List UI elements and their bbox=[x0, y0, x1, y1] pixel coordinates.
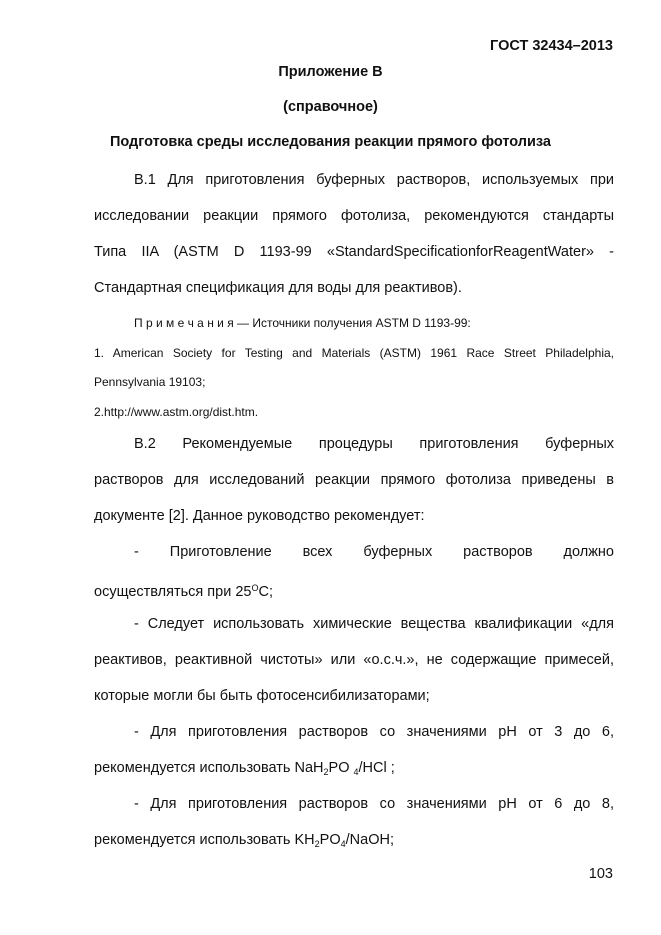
subscript: 4 bbox=[340, 839, 346, 849]
paragraph-line bbox=[94, 570, 614, 610]
subscript: 2 bbox=[323, 767, 329, 777]
paragraph-line: Стандартная спецификация для воды для реактивов). bbox=[94, 280, 462, 296]
text-run: PO bbox=[319, 832, 341, 848]
text-run: /NaOH; bbox=[345, 832, 394, 848]
note-label: П р и м е ч а н и я — Источники получения ASTM D 1193-99: bbox=[134, 316, 471, 330]
appendix-title: Приложение В bbox=[278, 64, 383, 80]
bullet-2 bbox=[94, 606, 614, 714]
superscript: O bbox=[251, 583, 259, 593]
paragraph-line: - Для приготовления растворов со значениями рН от 6 до 8, bbox=[134, 796, 614, 812]
bullet-1 bbox=[94, 534, 614, 610]
paragraph-line: В.1 Для приготовления буферных растворов, используемых при bbox=[134, 172, 614, 188]
paragraph-line: документе [2]. Данное руководство рекомендует: bbox=[94, 508, 425, 524]
paragraph-b2 bbox=[94, 426, 614, 534]
paragraph-line bbox=[94, 750, 614, 790]
text-run: /HCl ; bbox=[358, 760, 395, 776]
paragraph-b1 bbox=[94, 162, 614, 306]
paragraph-line: Типа IIA (ASTM D 1193-99 «StandardSpecificationforReagentWater» - bbox=[94, 244, 614, 260]
text-run: рекомендуется использовать KH bbox=[94, 832, 315, 848]
appendix-heading: Подготовка среды исследования реакции прямого фотолиза bbox=[109, 134, 552, 150]
text-run: PO bbox=[328, 760, 354, 776]
note-line: 1. American Society for Testing and Materials (ASTM) 1961 Race Street Philadelphia, bbox=[94, 346, 614, 360]
note-item-1 bbox=[94, 346, 614, 360]
paragraph-line: растворов для исследований реакции прямого фотолиза приведены в bbox=[94, 472, 614, 488]
text-run: осуществляться при 25 bbox=[94, 584, 252, 600]
text-run: рекомендуется использовать NaH bbox=[94, 760, 324, 776]
paragraph-line: реактивов, реактивной чистоты» или «о.с.ч.», не содержащие примесей, bbox=[94, 652, 614, 668]
note-item-1-cont: Pennsylvania 19103; bbox=[94, 375, 206, 389]
appendix-subtitle: (справочное) bbox=[283, 99, 378, 115]
paragraph-line: исследовании реакции прямого фотолиза, рекомендуются стандарты bbox=[94, 208, 614, 224]
bullet-3 bbox=[94, 714, 614, 790]
subscript: 4 bbox=[353, 767, 359, 777]
paragraph-line: - Следует использовать химические вещества квалификации «для bbox=[134, 616, 614, 632]
paragraph-line: которые могли бы быть фотосенсибилизаторами; bbox=[94, 688, 430, 704]
paragraph-line: - Для приготовления растворов со значениями рН от 3 до 6, bbox=[134, 724, 614, 740]
paragraph-line: В.2 Рекомендуемые процедуры приготовления буферных bbox=[134, 436, 614, 452]
bullet-4 bbox=[94, 786, 614, 862]
subscript: 2 bbox=[314, 839, 320, 849]
note-item-2: 2.http://www.astm.org/dist.htm. bbox=[94, 405, 259, 419]
page-number: 103 bbox=[588, 866, 613, 882]
text-run: С; bbox=[258, 584, 273, 600]
paragraph-line: - Приготовление всех буферных растворов должно bbox=[134, 544, 614, 560]
paragraph-line bbox=[94, 822, 614, 862]
standard-header: ГОСТ 32434–2013 bbox=[490, 38, 613, 54]
